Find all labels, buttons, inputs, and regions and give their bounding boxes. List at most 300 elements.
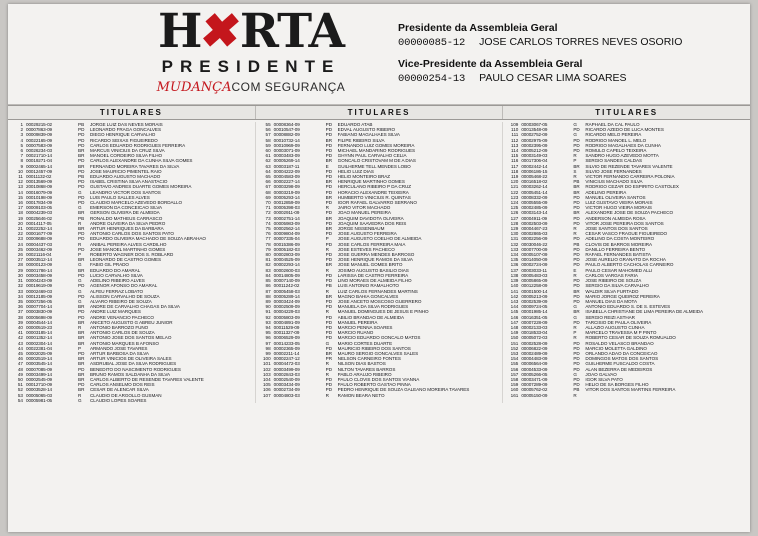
candidate-name: HUMBERTO VINICIUS R. QUINTAS — [337, 194, 411, 200]
candidate-category-code: R — [325, 392, 329, 398]
candidate-index: 132 — [510, 241, 519, 247]
candidate-registration-number: 00003830-09 — [26, 309, 52, 315]
candidate-name: JOSE AUGUSTO COELHO DE ALMEIDA — [337, 236, 422, 242]
candidate-name: ALVARO RIBEIRO DE SOUZA — [90, 298, 152, 304]
candidate-index: 122 — [510, 189, 519, 195]
candidate-category-code: PD — [325, 382, 333, 388]
candidate-index: 143 — [510, 298, 519, 304]
candidate-category-code: G — [573, 371, 577, 377]
candidate-category-code: R — [573, 153, 577, 159]
candidate-category-code: PD — [325, 304, 333, 310]
candidate-name: PAULO ROBERTO GASTAO PINNA — [337, 382, 411, 388]
candidate-column-3 — [503, 122, 750, 403]
campaign-logo — [126, 4, 376, 95]
candidate-name: VICTOR FERNANDO CARREIRA POLONIA — [585, 174, 675, 180]
candidate-category-code: BR — [573, 288, 580, 294]
candidate-index: 23 — [17, 236, 23, 242]
candidate-category-code: PD — [573, 366, 580, 372]
candidate-registration-number: 00002540-09 — [273, 376, 300, 382]
candidate-registration-number: 00007140-09 — [273, 278, 300, 284]
candidate-name: ANDRE DE CARVALHO CHAGAS DA SILVA — [90, 304, 180, 310]
candidate-index: 141 — [510, 288, 519, 294]
candidate-registration-number: 00003471-09 — [521, 376, 548, 382]
candidate-name: MARCIO EDUARDO GONCALO MATOS — [337, 335, 421, 341]
candidate-index: 58 — [265, 137, 271, 143]
candidate-registration-number: 00018533-04 — [521, 330, 548, 336]
vice-presidente-assembleia-entry — [398, 72, 682, 85]
candidate-name: ASDRUBAL JOSE DA SILVA RODRIGUES — [90, 361, 177, 367]
candidate-category-code: PD — [325, 272, 333, 278]
candidate-category-code: PD — [78, 231, 85, 237]
candidate-name: ANDERSON ALMEIDA ROSA — [585, 215, 646, 221]
candidate-registration-number: 00005269-14 — [273, 158, 300, 164]
candidate-index: 29 — [17, 267, 23, 273]
candidate-registration-number: 00005289-14 — [273, 293, 300, 299]
candidate-index: 33 — [17, 288, 23, 294]
candidate-category-code: BR — [78, 387, 85, 393]
candidate-name: ANTONIO JOSE DOS SANTOS MELAO — [90, 335, 172, 341]
candidate-index: 22 — [17, 231, 23, 237]
candidate-category-code: G — [78, 278, 82, 284]
candidate-index: 41 — [17, 330, 23, 336]
candidate-registration-number: 00005555-09 — [521, 200, 548, 206]
candidate-index: 137 — [510, 267, 519, 273]
candidate-category-code: PD — [573, 137, 580, 143]
candidate-name: JOSE HENRIQUE RAMOS DA SILVA — [337, 257, 413, 263]
candidate-index: 140 — [510, 283, 519, 289]
candidate-category-code: BR — [78, 340, 85, 346]
candidate-registration-number: 00013548-09 — [521, 127, 548, 133]
candidate-category-code: PD — [325, 122, 333, 127]
candidate-registration-number: 00002227-14 — [273, 179, 300, 185]
candidate-category-code: R — [78, 392, 82, 398]
candidate-registration-number: 00004525-09 — [273, 257, 300, 263]
candidate-index: 147 — [510, 319, 519, 325]
candidate-registration-number: 00004467-23 — [521, 226, 548, 232]
candidate-index: 8 — [20, 158, 23, 164]
candidate-registration-number: 00007700-09 — [521, 246, 548, 252]
candidate-name: JORGE LUIZ DAS NEVES MORAIS — [90, 122, 163, 127]
candidate-name: ALLAZIO AUGUSTO CUNHA — [585, 324, 645, 330]
candidate-index: 87 — [265, 288, 271, 294]
candidate-registration-number: 00002211-14 — [273, 350, 300, 356]
candidate-category-code: PD — [325, 387, 333, 393]
candidate-category-code: BR — [78, 148, 85, 154]
candidate-category-code: R — [325, 309, 329, 315]
candidate-category-code: R — [78, 241, 82, 247]
candidate-category-code: BR — [78, 376, 85, 382]
candidate-registration-number: 00004437-03 — [26, 241, 52, 247]
candidate-registration-number: 00009103-05 — [26, 205, 52, 211]
candidate-index: 31 — [17, 278, 23, 284]
candidate-index: 117 — [511, 163, 519, 169]
candidate-name: SANDRO HUGO AZEVEDO MOTTA — [585, 153, 659, 159]
candidate-category-code: PD — [78, 350, 85, 356]
presidente-assembleia-number: 00000085-12 — [398, 37, 466, 49]
candidate-name: PAULO CESAR MAHOMED ALLI — [585, 267, 653, 273]
candidate-category-code: PD — [325, 376, 333, 382]
candidate-category-code: BR — [78, 257, 85, 263]
candidate-category-code: BR — [78, 319, 85, 325]
candidate-name: WALDIR SILVA FURTADO — [585, 288, 639, 294]
candidate-index: 136 — [510, 262, 519, 268]
candidate-registration-number: 00011242-02 — [273, 283, 300, 289]
candidate-category-code: BR — [325, 215, 333, 221]
candidate-registration-number: 00010732-14 — [273, 137, 300, 143]
candidate-index: 63 — [265, 163, 271, 169]
candidate-row — [256, 393, 503, 398]
candidate-category-code: PD — [78, 236, 85, 242]
candidate-name: ANDRE LUIZ MARQUES — [90, 309, 141, 315]
candidate-category-code: PD — [573, 194, 580, 200]
candidate-registration-number: 00002485-09 — [521, 205, 548, 211]
candidate-registration-number: 00004239-03 — [26, 210, 52, 216]
candidate-category-code: PD — [325, 200, 333, 206]
candidate-name: SILVIO JOSE FERNANDES — [585, 168, 642, 174]
candidate-category-code: PD — [573, 200, 580, 206]
candidate-registration-number: 00005293-14 — [273, 194, 300, 200]
candidate-registration-number: 00001786-14 — [26, 267, 52, 273]
candidate-name: JOSE MAURICIO PIMENTEL RAIO — [90, 168, 162, 174]
candidate-name: MANUELA DA SILVA RODRIGUES — [337, 304, 409, 310]
candidate-name: ABILIO BRANDAO DE ALMEIDA — [337, 314, 405, 320]
candidate-index: 155 — [510, 361, 519, 367]
candidate-category-code: PD — [325, 345, 333, 351]
candidate-category-code: BR — [573, 210, 580, 216]
candidate-index: 68 — [265, 189, 271, 195]
candidate-name: NELSON CARNEIRO FONTES — [337, 356, 401, 362]
candidate-index: 6 — [20, 148, 23, 154]
candidate-registration-number: 00007863-09 — [26, 127, 52, 133]
candidate-category-code: R — [78, 324, 82, 330]
candidate-category-code: PD — [325, 148, 333, 154]
candidate-category-code: R — [573, 272, 577, 278]
candidate-category-code: G — [573, 132, 577, 138]
candidate-index: 40 — [17, 324, 23, 330]
candidate-name: ADELINO PEREIRA — [585, 189, 627, 195]
candidate-category-code: PD — [573, 246, 580, 252]
candidate-registration-number: 00002304-14 — [26, 340, 52, 346]
candidate-index: 131 — [510, 236, 519, 242]
candidate-name: VINICIUS MACHADO SILVA — [585, 179, 643, 185]
candidate-index: 111 — [511, 132, 519, 138]
candidate-registration-number: 00005451-14 — [521, 189, 548, 195]
candidate-registration-number: 00008364-09 — [273, 122, 300, 127]
candidate-name: MARCIO MOLETTA GALDINO — [585, 345, 647, 351]
candidate-name: CARLOS EDUARDO RODRIGUES FERREIRA — [90, 142, 186, 148]
candidate-index: 133 — [510, 246, 519, 252]
logo-letters-rta: RTA — [239, 4, 344, 59]
candidate-registration-number: 00004229-03 — [273, 309, 300, 315]
candidate-index: 42 — [17, 335, 23, 341]
candidate-name: MICHAEL MANDARINO RODRIGUES — [337, 148, 416, 154]
candidate-category-code: PD — [573, 356, 580, 362]
candidate-index: 69 — [265, 194, 271, 200]
candidate-registration-number: 00005065-03 — [26, 392, 52, 398]
candidate-registration-number: 00007335-04 — [273, 236, 300, 242]
candidate-index: 101 — [263, 361, 271, 367]
candidate-name: ARMANDO JOSE TAVARES — [90, 345, 148, 351]
candidate-index: 67 — [265, 184, 271, 190]
candidate-name: VICTOR HUGO VIEIRA MORAIS — [585, 205, 652, 211]
candidate-name: ANTONIO CARLOS DOS SANTOS PATO — [90, 231, 174, 237]
candidate-index: 134 — [510, 252, 519, 258]
candidate-category-code: PD — [78, 137, 85, 143]
candidate-registration-number: 00006529-09 — [273, 335, 300, 341]
candidate-registration-number: 00003219-09 — [273, 189, 300, 195]
candidate-category-code: PD — [573, 376, 580, 382]
candidate-registration-number: 00010547-09 — [273, 127, 300, 133]
titulares-header-2: TITULARES — [256, 106, 504, 119]
candidate-registration-number: 00010969-09 — [273, 142, 300, 148]
candidate-index: 45 — [17, 350, 23, 356]
candidate-registration-number: 00004483-09 — [521, 356, 548, 362]
candidate-category-code: E — [573, 267, 577, 273]
candidate-category-code: PD — [78, 382, 85, 388]
candidate-registration-number: 00002293-14 — [273, 262, 300, 268]
candidate-category-code: G — [573, 314, 577, 320]
candidate-index: 120 — [510, 179, 519, 185]
candidate-index: 107 — [263, 392, 271, 398]
candidate-registration-number: 00006186-15 — [521, 168, 548, 174]
candidate-name: RODRIGO CEZAR DO ESPIRITO CASTOLEX — [585, 184, 679, 190]
candidate-registration-number: 00004891-09 — [273, 319, 300, 325]
candidate-index: 13 — [17, 184, 23, 190]
candidate-name: CARLOS VARGAS FARIA — [585, 272, 638, 278]
candidate-name: ALFEU FERRAZ LOBATO — [90, 288, 143, 294]
logo-letter-h: H — [158, 4, 202, 59]
candidate-registration-number: 00002911-09 — [273, 210, 300, 216]
candidate-category-code: PB — [78, 122, 85, 127]
candidate-registration-number: 00002509-09 — [273, 304, 300, 310]
candidate-index: 98 — [265, 345, 271, 351]
candidate-registration-number: 00004533-09 — [521, 366, 548, 372]
candidate-name: LEANDRO VICTOR DOS SANTOS — [90, 189, 161, 195]
candidate-index: 99 — [265, 350, 271, 356]
logo-wordmark — [158, 4, 344, 59]
candidate-name: MARCIO PENNA SOARES — [337, 324, 393, 330]
candidate-registration-number: 00002752-09 — [521, 132, 548, 138]
candidate-registration-number: 00003033-11 — [521, 267, 547, 273]
candidate-category-code: PD — [573, 257, 580, 263]
candidate-index: 158 — [510, 376, 519, 382]
candidate-registration-number: 00016351-05 — [521, 314, 548, 320]
candidate-index: 48 — [17, 366, 23, 372]
candidate-index: 59 — [265, 142, 271, 148]
candidate-index: 20 — [17, 220, 23, 226]
candidate-category-code: PD — [78, 127, 85, 133]
candidate-category-code: PD — [573, 236, 580, 242]
candidate-registration-number: 00004243-09 — [26, 278, 52, 284]
candidate-registration-number: 00005803-09 — [273, 314, 300, 320]
candidate-index: 53 — [17, 392, 23, 398]
candidate-name: JOSIMO AUGUSTO BASILIO DIAS — [337, 267, 409, 273]
candidate-category-code: PD — [78, 293, 85, 299]
candidate-index: 38 — [17, 314, 23, 320]
candidate-name: ANIBAL PEREIRA ALVES CARDILHO — [90, 241, 167, 247]
candidate-index: 84 — [265, 272, 271, 278]
candidate-index: 96 — [265, 335, 271, 341]
candidate-name: GHYNN PAUL CARVALHO CELIA — [337, 153, 407, 159]
candidate-registration-number: 00005107-09 — [521, 252, 548, 258]
candidate-name: RICARDO MELO PEREIRA — [585, 132, 642, 138]
candidate-category-code: PD — [325, 330, 333, 336]
candidate-category-code: PD — [325, 278, 333, 284]
candidate-category-code: R — [573, 174, 577, 180]
candidate-registration-number: 00002465-14 — [26, 163, 52, 169]
candidate-registration-number: 00004472-03 — [273, 361, 300, 367]
candidate-index: 81 — [265, 257, 271, 263]
candidate-category-code: R — [573, 231, 577, 237]
candidate-registration-number: 00000123-09 — [26, 262, 52, 268]
candidate-name: JOAO MANUEL PEREIRA — [337, 210, 391, 216]
candidate-index: 28 — [17, 262, 23, 268]
candidate-registration-number: 00002365-09 — [273, 345, 300, 351]
candidate-index: 56 — [265, 127, 271, 133]
candidate-category-code: S — [573, 168, 577, 174]
candidate-name: LUIS PAULO SALLES ALVES — [90, 194, 150, 200]
candidate-category-code: PD — [325, 132, 333, 138]
candidate-category-code: G — [78, 397, 82, 403]
candidate-registration-number: 00012710-09 — [26, 382, 52, 388]
candidate-category-code: P — [573, 330, 577, 336]
candidate-registration-number: 00009724-05 — [521, 304, 548, 310]
candidate-category-code: BR — [573, 163, 580, 169]
candidate-registration-number: 00002503-09 — [521, 220, 548, 226]
candidate-index: 100 — [263, 356, 271, 362]
candidate-index: 17 — [17, 205, 23, 211]
candidate-index: 159 — [510, 382, 519, 388]
candidate-registration-number: 00005398-03 — [273, 205, 300, 211]
candidate-name: MAURO SERGIO GONCALVES SALES — [337, 350, 419, 356]
candidate-name: PEDRO HENRIQUE DE SOUZA GALEANO MOREIRA TAVARES — [337, 387, 470, 393]
candidate-registration-number: 00003528-14 — [26, 387, 52, 393]
candidate-category-code: BR — [325, 137, 333, 143]
candidate-index: 144 — [510, 304, 519, 310]
candidate-index: 130 — [510, 231, 519, 237]
candidate-index: 70 — [265, 200, 271, 206]
candidate-name: PAULO ALBERTO CACHOLAS CARNEIRO — [585, 262, 674, 268]
candidate-name: LEONARDO DE CASTRO GOMES — [90, 257, 162, 263]
candidate-name: HENRIQUE MARTINHO GOMES — [337, 179, 405, 185]
candidate-name: CESAR DE ALENCAR SILVA — [90, 387, 149, 393]
candidate-category-code: PD — [573, 205, 580, 211]
candidate-category-code: PD — [325, 335, 333, 341]
candidate-name: ANDRE OLIVEIRA DA SILVA PEDRO — [90, 220, 166, 226]
candidate-registration-number: 00009688-09 — [26, 236, 52, 242]
candidate-name: VITOR DOS SANTOS MARTINS FERREIRA — [585, 387, 676, 393]
candidate-registration-number: 00005150-09 — [521, 392, 548, 398]
candidate-category-code: PD — [573, 252, 580, 258]
candidate-registration-number: 00002539-09 — [521, 298, 548, 304]
candidate-category-code: BR — [325, 293, 333, 299]
candidate-category-code: PD — [573, 319, 580, 325]
candidate-category-code: PD — [78, 272, 85, 278]
candidate-columns — [8, 120, 750, 403]
candidate-category-code: PD — [325, 314, 333, 320]
candidate-index: 25 — [17, 246, 23, 252]
candidate-name: CLAUDIO MARCELO AZEVEDO BORDALLO — [90, 200, 183, 206]
candidate-name: GUILHERME FUSCALDO COSTA — [585, 361, 655, 367]
candidate-index: 153 — [510, 350, 519, 356]
candidate-index: 50 — [17, 376, 23, 382]
candidate-index: 129 — [510, 226, 519, 232]
candidate-index: 52 — [17, 387, 23, 393]
candidate-name: MARIO JORGE QUEIROZ PEREIRA — [585, 293, 660, 299]
candidate-index: 55 — [265, 122, 271, 127]
candidate-registration-number: 00002256-09 — [521, 236, 548, 242]
candidate-name: GONCALO CRISTOVAM M DE A DIAS — [337, 158, 416, 164]
candidate-registration-number: 00009839-09 — [26, 132, 52, 138]
candidate-name: LUIS ANTONIO RAMALHOTO — [337, 283, 399, 289]
candidate-registration-number: 00026234-03 — [26, 148, 52, 154]
candidate-index: 150 — [510, 335, 519, 341]
candidate-index: 105 — [263, 382, 271, 388]
candidate-index: 14 — [17, 189, 23, 195]
candidate-index: 10 — [17, 168, 23, 174]
candidate-registration-number: 00011132-02 — [26, 174, 52, 180]
candidate-registration-number: 00002247-12 — [273, 356, 300, 362]
candidate-index: 83 — [265, 267, 271, 273]
candidate-name: VITOR JOSE PEREIRA DOS SANTOS — [585, 220, 664, 226]
candidate-index: 15 — [17, 194, 23, 200]
candidate-name: ANTONIO BARROZO FUNO — [90, 324, 149, 330]
candidate-category-code: PD — [325, 324, 333, 330]
candidate-index: 1 — [20, 122, 23, 127]
candidate-category-code: PD — [573, 345, 580, 351]
candidate-index: 85 — [265, 278, 271, 284]
candidate-index: 43 — [17, 340, 23, 346]
candidate-index: 106 — [263, 387, 271, 393]
candidate-registration-number: 00003424-09 — [273, 298, 300, 304]
candidate-registration-number: 00001985-14 — [521, 309, 548, 315]
candidate-category-code: PB — [78, 174, 85, 180]
candidate-name: JOSE MANOEL MARTINHO GOMES — [90, 246, 166, 252]
candidate-registration-number: 00005072-03 — [521, 335, 548, 341]
candidate-name: LUIZ GUSTAVO VIEIRA MORAIS — [585, 200, 653, 206]
candidate-registration-number: 00002489-09 — [521, 350, 548, 356]
candidate-name: JOSE SANTOS DOS SANTOS — [585, 226, 648, 232]
candidate-name: PAULO CLOVIS DOS SANTOS VIANNA — [337, 376, 420, 382]
candidate-name: CLAUDIO LOPES SOARES — [90, 397, 147, 403]
candidate-registration-number: 00011529-09 — [273, 324, 300, 330]
candidate-registration-number: 00004583-09 — [273, 174, 300, 180]
candidate-registration-number: 00016518-02 — [521, 179, 548, 185]
candidate-registration-number: 00007256-05 — [26, 298, 52, 304]
assembly-officers — [398, 22, 682, 85]
candidate-name: JOSE CARLOS FERREIRA MAIA — [337, 241, 406, 247]
candidate-name: JORGE NISSENBAUM — [337, 226, 385, 232]
candidate-category-code: R — [573, 392, 577, 398]
candidate-name: RONALDO MATHEUS CARRASCO — [90, 215, 163, 221]
candidate-category-code: PD — [78, 283, 85, 289]
candidate-name: FABIANO MAGALHAES SILVA — [337, 132, 400, 138]
candidate-registration-number: 00029215-02 — [26, 122, 52, 127]
candidate-name: SERGIO SANDES CALDAS — [585, 158, 643, 164]
candidate-registration-number: 00003434-09 — [273, 382, 300, 388]
candidate-name: JOAQUIM SAAVEDRA DOS REIS — [337, 220, 407, 226]
candidate-registration-number: 00002865-03 — [521, 231, 548, 237]
candidate-name: HELIO LUIZ DIAS — [337, 168, 374, 174]
candidate-row — [8, 398, 255, 403]
candidate-name: ARTUR BARBOSA DA SILVA — [90, 350, 149, 356]
candidate-registration-number: 00030046-22 — [521, 241, 548, 247]
candidate-registration-number: 00005983-09 — [273, 220, 300, 226]
candidate-name: SERGIO REIZI ASTHAR — [585, 314, 635, 320]
candidate-index: 73 — [265, 215, 271, 221]
candidate-name: LUCIO CARVALHO SILVA — [90, 272, 143, 278]
candidate-registration-number: 00022381-04 — [26, 345, 52, 351]
